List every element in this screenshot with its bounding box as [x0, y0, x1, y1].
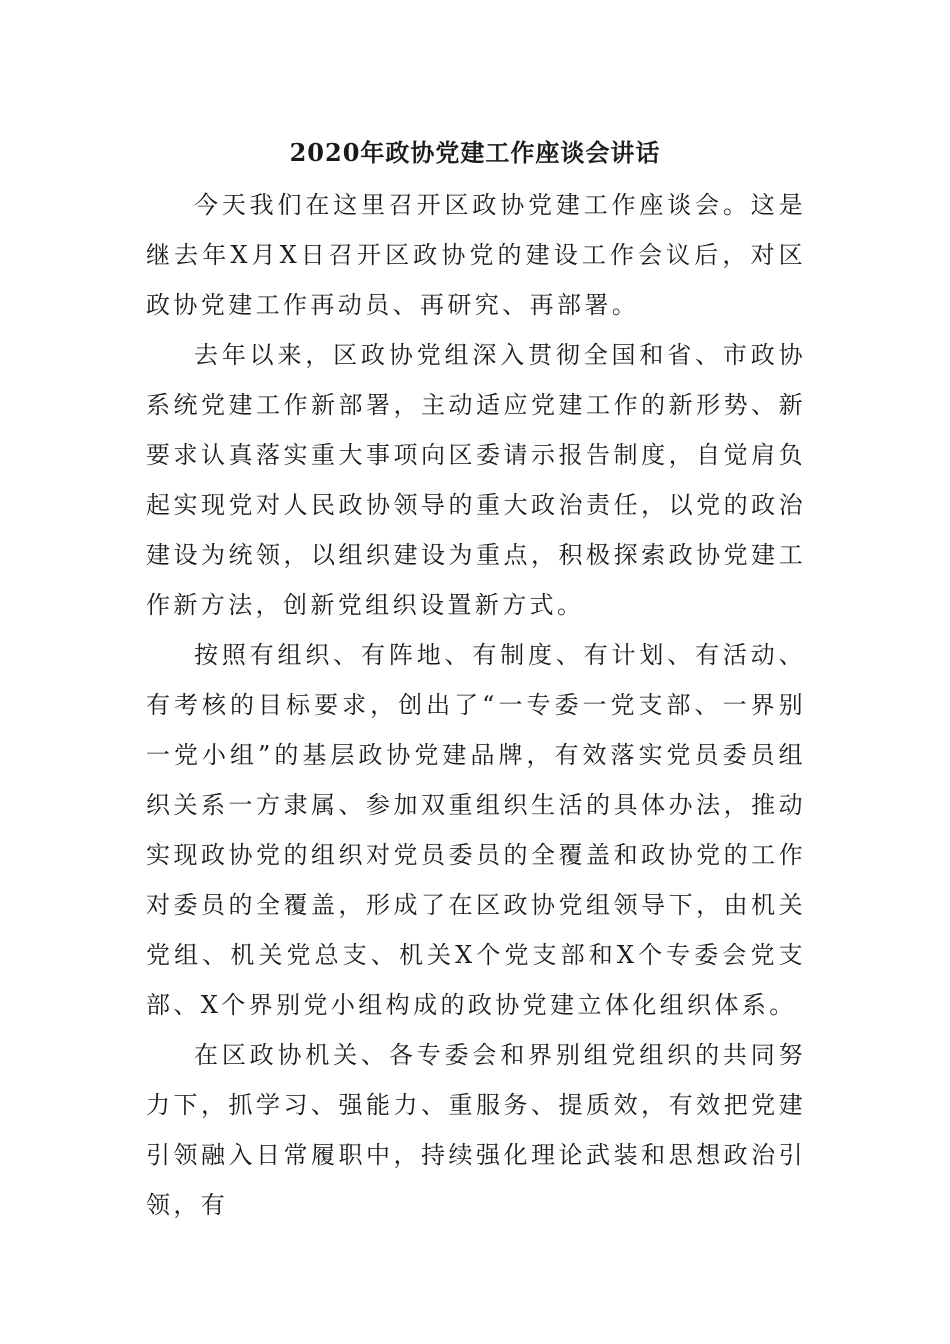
paragraph-1: 今天我们在这里召开区政协党建工作座谈会。这是继去年X月X日召开区政协党的建设工作会议后，对区政协党建工作再动员、再研究、再部署。 [146, 191, 806, 319]
document-title: 2020年政协党建工作座谈会讲话 [289, 138, 661, 167]
paragraph-2: 去年以来，区政协党组深入贯彻全国和省、市政协系统党建工作新部署，主动适应党建工作的新形势、新要求认真落实重大事项向区委请示报告制度，自觉肩负起实现党对人民政协领导的重大政治责任，以党的政治建设为统领，以组织建设为重点，积极探索政协党建工作新方法，创新党组织设置新方式。 [146, 341, 806, 619]
document-body [146, 180, 806, 1230]
paragraph-4: 在区政协机关、各专委会和界别组党组织的共同努力下，抓学习、强能力、重服务、提质效，有效把党建引领融入日常履职中，持续强化理论武装和思想政治引领，有 [146, 1041, 806, 1219]
paragraph-3: 按照有组织、有阵地、有制度、有计划、有活动、有考核的目标要求，创出了“一专委一党支部、一界别一党小组”的基层政协党建品牌，有效落实党员委员组织关系一方隶属、参加双重组织生活的具体办法，推动实现政协党的组织对党员委员的全覆盖和政协党的工作对委员的全覆盖，形成了在区政协党组领导下，由机关党组、机关党总支、机关X个党支部和X个专委会党支部、X个界别党小组构成的政协党建立体化组织体系。 [146, 641, 806, 1019]
